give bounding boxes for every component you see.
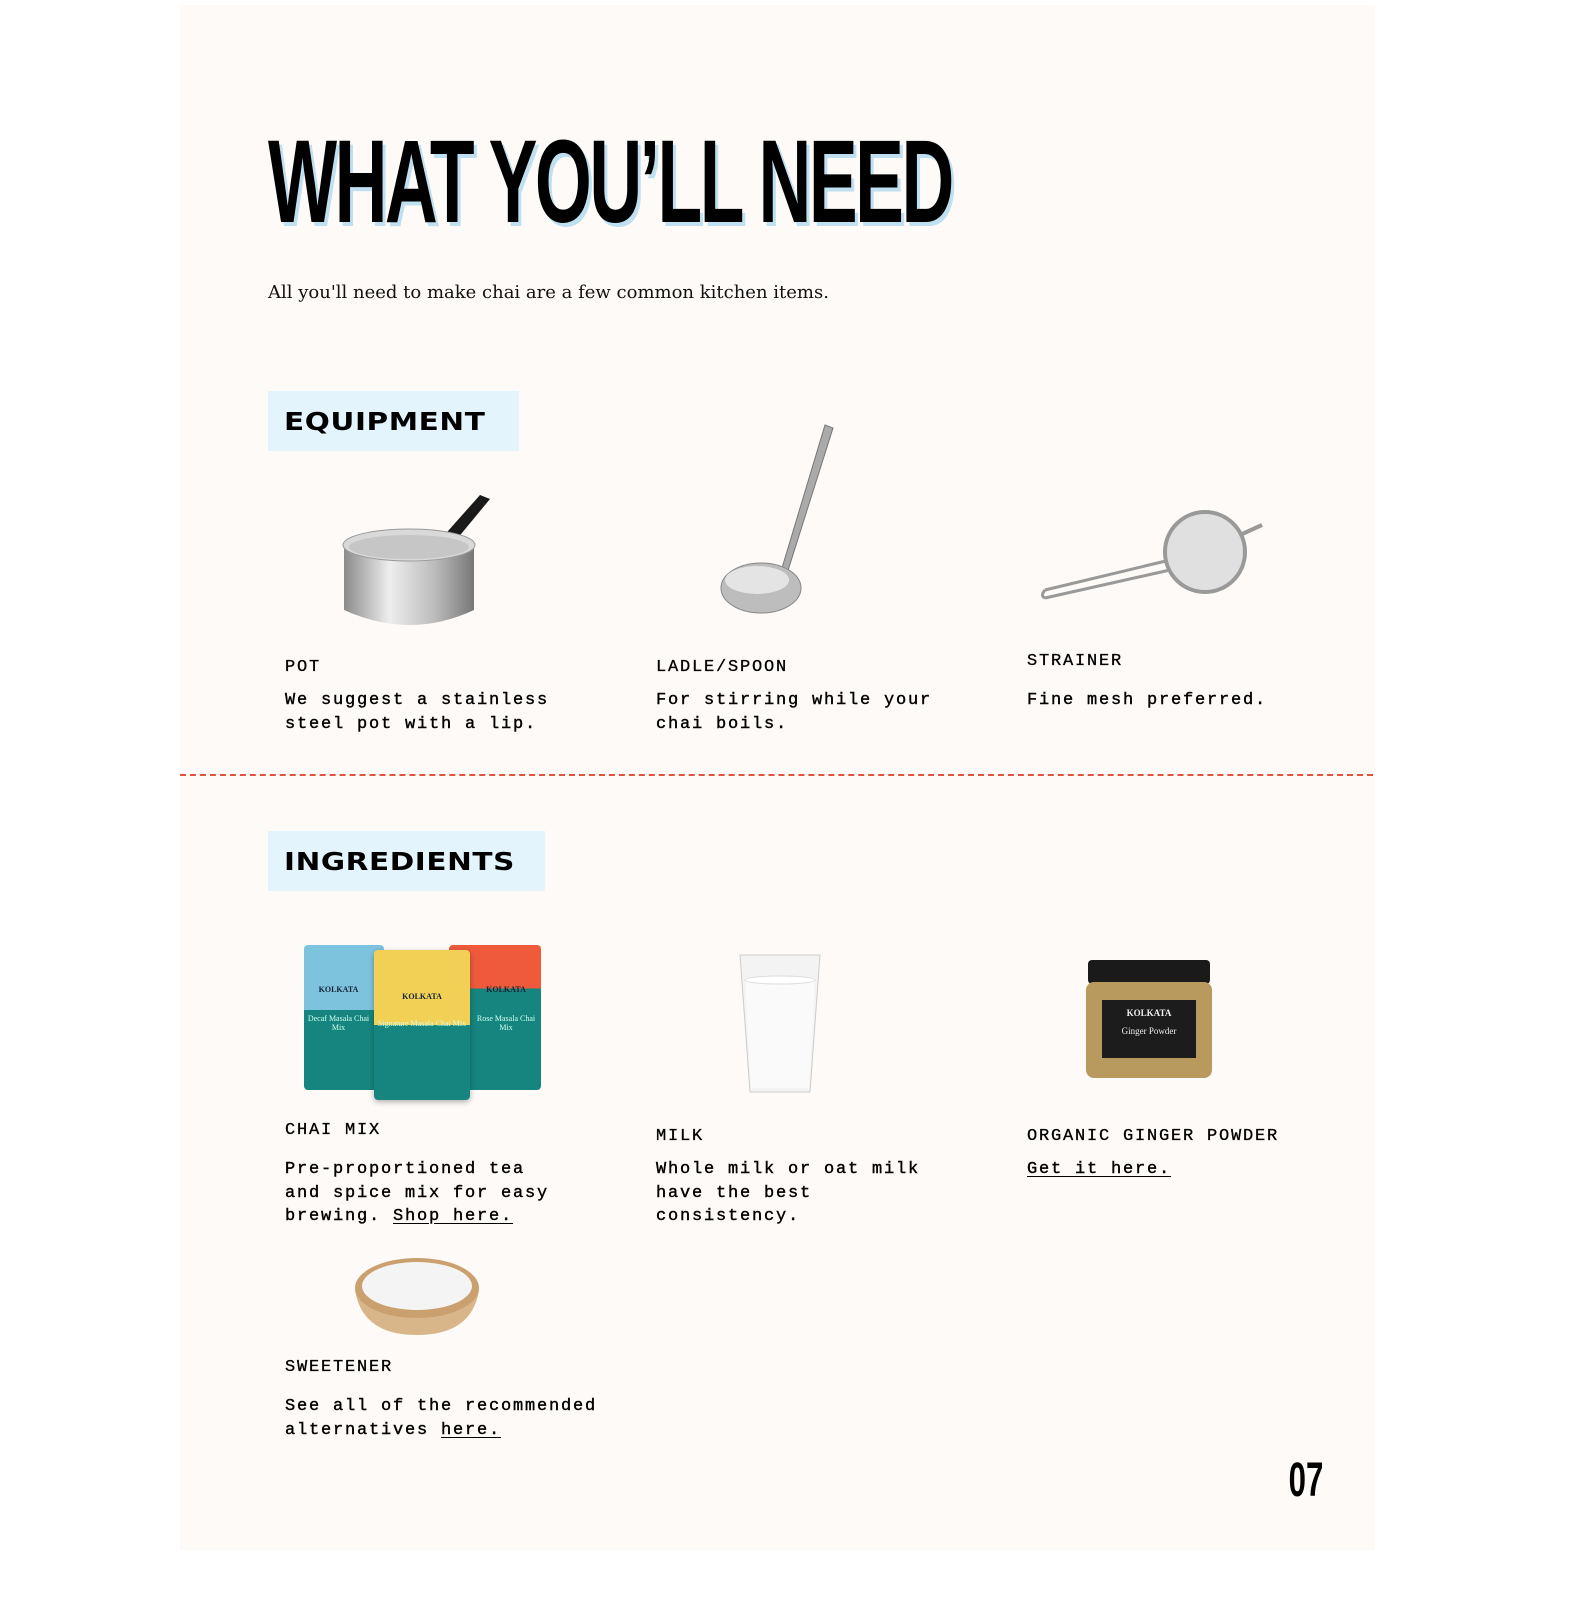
ginger-description xyxy=(1027,1158,1367,1182)
rose-bag: KOLKATA Rose Masala Chai Mix xyxy=(449,945,541,1090)
shop-here-link[interactable]: Shop here. xyxy=(393,1207,514,1226)
signature-bag: KOLKATA Signature Masala Chai Mix xyxy=(374,950,470,1100)
pot-description: We suggest a stainless steel pot with a lip. xyxy=(285,691,550,734)
jar-lid xyxy=(1088,960,1210,984)
ladle-image xyxy=(715,420,845,620)
sweetener-here-link[interactable]: here. xyxy=(441,1420,502,1440)
ginger-label: ORGANIC GINGER POWDER xyxy=(1027,1127,1280,1146)
pot-label: POT xyxy=(285,658,322,677)
ladle-description: For stirring while your chai boils. xyxy=(656,691,933,734)
milk-glass-image xyxy=(735,950,825,1100)
decaf-bag: KOLKATA Decaf Masala Chai Mix xyxy=(304,945,384,1090)
pot-image xyxy=(340,485,500,635)
ingredients-heading: INGREDIENTS xyxy=(268,831,545,891)
strainer-image xyxy=(1040,510,1270,610)
jar-label: KOLKATA Ginger Powder xyxy=(1102,1000,1196,1058)
ginger-jar-image xyxy=(1086,960,1212,1080)
intro-text: All you'll need to make chai are a few common kitchen items. xyxy=(268,282,829,303)
strainer-description: Fine mesh preferred. xyxy=(1027,691,1268,710)
sweetener-bowl-image xyxy=(352,1250,482,1340)
milk-description: Whole milk or oat milk have the best consistency. xyxy=(656,1160,921,1226)
sweetener-label: SWEETENER xyxy=(285,1358,394,1377)
section-divider xyxy=(180,774,1373,776)
chai-mix-label: CHAI MIX xyxy=(285,1121,382,1140)
equipment-heading: EQUIPMENT xyxy=(268,391,519,451)
document-page xyxy=(180,5,1375,1550)
strainer-label: STRAINER xyxy=(1027,652,1124,671)
page-number: 07 xyxy=(1288,1454,1323,1507)
get-it-here-link[interactable]: Get it here. xyxy=(1027,1160,1172,1179)
ladle-label: LADLE/SPOON xyxy=(656,658,789,677)
sweetener-description: See all of the recommended alternatives here. xyxy=(285,1397,598,1440)
chai-mix-image xyxy=(304,945,544,1100)
milk-label: MILK xyxy=(656,1127,705,1146)
chai-mix-description: Pre-proportioned tea and spice mix for easy brewing. Shop here. xyxy=(285,1160,550,1226)
page-title: WHAT YOU’LL NEED xyxy=(268,116,952,248)
